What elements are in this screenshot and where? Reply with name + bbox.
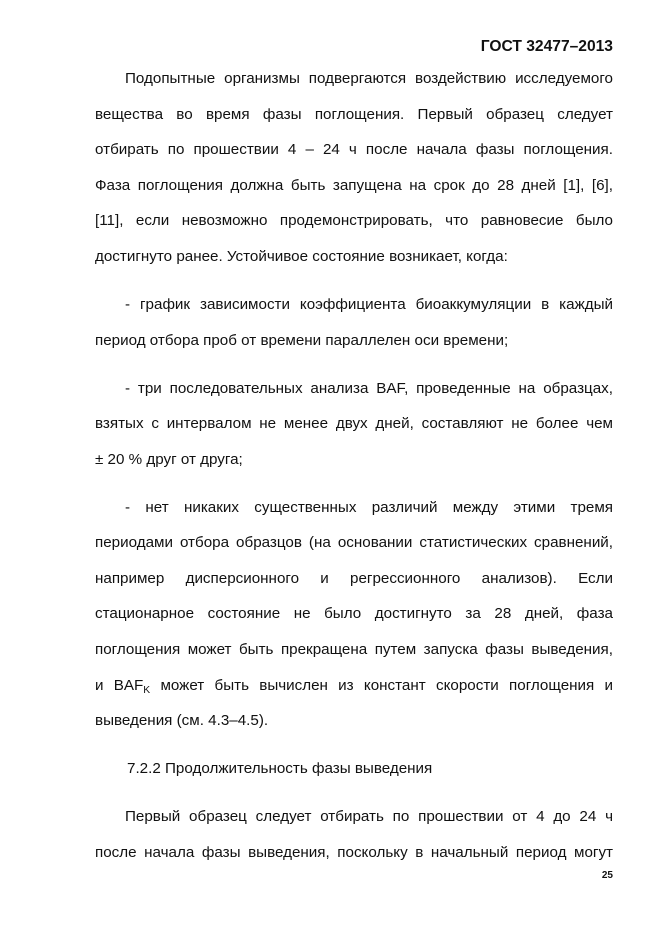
baf-subscript: K (143, 684, 151, 696)
list-item-baf-analyses (95, 371, 613, 478)
paragraph-line: поглощения может быть прекращена путем запуска фазы выведения, (95, 641, 613, 659)
paragraph-line: - график зависимости коэффициента биоаккумуляции в каждый (125, 295, 613, 313)
paragraph-line: после начала фазы выведения, поскольку в начальный период могут (95, 843, 613, 861)
subsection-heading (95, 751, 613, 787)
paragraph-intro (95, 61, 613, 275)
subsection-number: 7.2.2 (127, 760, 161, 778)
paragraph-line: Подопытные организмы подвергаются воздействию исследуемого (125, 70, 613, 87)
paragraph-line: выведения (см. 4.3–4.5). (95, 712, 269, 730)
paragraph-elimination (95, 799, 613, 870)
paragraph-line: взятых с интервалом не менее двух дней, составляют не более чем (95, 415, 613, 433)
paragraph-line: Фаза поглощения должна быть запущена на срок до 28 дней [1], [6], (95, 176, 613, 194)
paragraph-line: периодами отбора образцов (на основании статистических сравнений, (95, 534, 613, 552)
paragraph-line: например дисперсионного и регрессионного анализов). Если (95, 569, 613, 587)
paragraph-line: вещества во время фазы поглощения. Первый образец следует (95, 105, 613, 123)
subsection-title: Продолжительность фазы выведения (165, 760, 433, 778)
paragraph-line: отбирать по прошествии 4 – 24 ч после начала фазы поглощения. (95, 141, 613, 159)
paragraph-line: Первый образец следует отбирать по прошествии от 4 до 24 ч (125, 808, 613, 826)
paragraph-line: период отбора проб от времени параллелен оси времени; (95, 331, 509, 349)
paragraph-line: - нет никаких существенных различий между этими тремя (125, 498, 613, 516)
list-item-graph (95, 287, 613, 358)
baf-text: и BAF (95, 676, 144, 694)
paragraph-line: - три последовательных анализа BAF, проведенные на образцах, (125, 379, 613, 397)
paragraph-line: [11], если невозможно продемонстрировать, что равновесие было (95, 212, 613, 230)
paragraph-line-baf-k (95, 668, 613, 704)
paragraph-line: достигнуто ранее. Устойчивое состояние возникает, когда: (95, 247, 508, 265)
page-number: 25 (601, 870, 613, 881)
body-text (95, 61, 613, 883)
paragraph-line: ± 20 % друг от друга; (95, 450, 243, 468)
running-header: ГОСТ 32477–2013 (480, 38, 613, 55)
baf-line-rest: может быть вычислен из констант скорости поглощения и (150, 676, 613, 694)
paragraph-line: стационарное состояние не было достигнуто за 28 дней, фаза (95, 605, 613, 623)
list-item-no-differences (95, 490, 613, 739)
